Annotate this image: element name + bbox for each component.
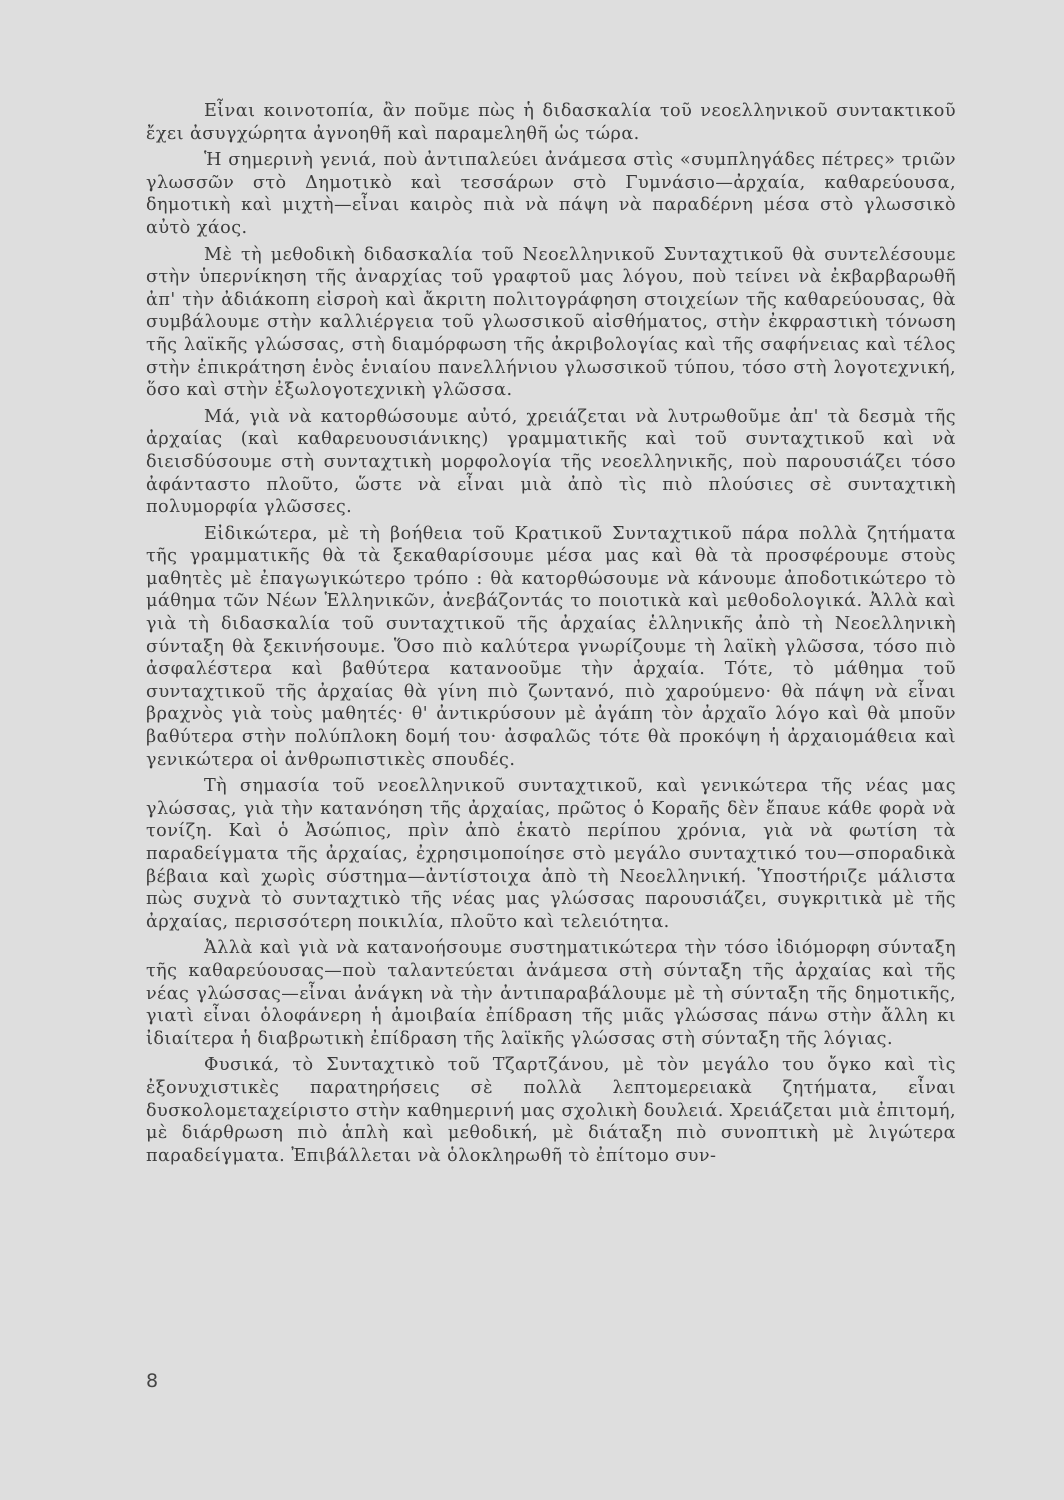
paragraph: Φυσικά, τὸ Συνταχτικὸ τοῦ Τζαρτζάνου, μὲ τὸν μεγάλο του ὄγκο καὶ τὶς ἐξονυχιστικὲς παρατηρήσεις σὲ πολλὰ λεπτομερειακὰ ζητήματα, εἶναι δυσκολομεταχείριστο στὴν καθημερινή μας σχολικὴ δουλειά. Χρειάζεται μιὰ ἐπιτομή, μὲ διάρθρωση πιὸ ἁπλὴ καὶ μεθοδική, μὲ διάταξη πιὸ συνοπτικὴ μὲ λιγώτερα παραδείγματα. Ἐπιβάλλεται νὰ ὁλοκληρωθῆ τὸ ἐπίτομο συν- [146,1055,956,1166]
body-text [146,100,956,1171]
paragraph: Εἰδικώτερα, μὲ τὴ βοήθεια τοῦ Κρατικοῦ Συνταχτικοῦ πάρα πολλὰ ζητήματα τῆς γραμματικῆς θὰ τὰ ξεκαθαρίσουμε μέσα μας καὶ θὰ τὰ προσφέρουμε στοὺς μαθητὲς μὲ ἐπαγωγικώτερο τρόπο : θὰ κατορθώσουμε νὰ κάνουμε ἀποδοτικώτερο τὸ μάθημα τῶν Νέων Ἑλληνικῶν, ἀνεβάζοντάς το ποιοτικὰ καὶ μεθοδολογικά. Ἀλλὰ καὶ γιὰ τὴ διδασκαλία τοῦ συνταχτικοῦ τῆς ἀρχαίας ἑλληνικῆς ἀπὸ τὴ Νεοελληνικὴ σύνταξη θὰ ξεκινήσουμε. Ὅσο πιὸ καλύτερα γνωρίζουμε τὴ λαϊκὴ γλῶσσα, τόσο πιὸ ἀσφαλέστερα καὶ βαθύτερα κατανοοῦμε τὴν ἀρχαία. Τότε, τὸ μάθημα τοῦ συνταχτικοῦ τῆς ἀρχαίας θὰ γίνη πιὸ ζωντανό, πιὸ χαρούμενο· θὰ πάψη νὰ εἶναι βραχνὸς γιὰ τοὺς μαθητές· θ' ἀντικρύσουν μὲ ἀγάπη τὸν ἀρχαῖο λόγο καὶ θὰ μποῦν βαθύτερα στὴν πολύπλοκη δομή του· ἀσφαλῶς τότε θὰ προκόψη ἡ ἀρχαιομάθεια καὶ γενικώτερα οἱ ἀνθρωπιστικὲς σπουδές. [146,523,956,770]
paragraph: Τὴ σημασία τοῦ νεοελληνικοῦ συνταχτικοῦ, καὶ γενικώτερα τῆς νέας μας γλώσσας, γιὰ τὴν κατανόηση τῆς ἀρχαίας, πρῶτος ὁ Κοραῆς δὲν ἔπαυε κάθε φορὰ νὰ τονίζη. Καὶ ὁ Ἀσώπιος, πρὶν ἀπὸ ἑκατὸ περίπου χρόνια, γιὰ νὰ φωτίση τὰ παραδείγματα τῆς ἀρχαίας, ἐχρησιμοποίησε στὸ μεγάλο συνταχτικό του—σποραδικὰ βέβαια καὶ χωρὶς σύστημα—ἀντίστοιχα ἀπὸ τὴ Νεοελληνική. Ὑποστήριζε μάλιστα πὼς συχνὰ τὸ συνταχτικὸ τῆς νέας μας γλώσσας παρουσιάζει, συγκριτικὰ μὲ τῆς ἀρχαίας, περισσότερη ποικιλία, πλοῦτο καὶ τελειότητα. [146,776,956,932]
paragraph: Ἡ σημερινὴ γενιά, ποὺ ἀντιπαλεύει ἀνάμεσα στὶς «συμπληγάδες πέτρες» τριῶν γλωσσῶν στὸ Δημοτικὸ καὶ τεσσάρων στὸ Γυμνάσιο—ἀρχαία, καθαρεύουσα, δημοτικὴ καὶ μιχτὴ—εἶναι καιρὸς πιὰ νὰ πάψη νὰ παραδέρνη μέσα στὸ γλωσσικὸ αὐτὸ χάος. [146,150,956,238]
paragraph: Μά, γιὰ νὰ κατορθώσουμε αὐτό, χρειάζεται νὰ λυτρωθοῦμε ἀπ' τὰ δεσμὰ τῆς ἀρχαίας (καὶ καθαρευουσιάνικης) γραμματικῆς καὶ τοῦ συνταχτικοῦ καὶ νὰ διεισδύσουμε στὴ συνταχτικὴ μορφολογία τῆς νεοελληνικῆς, ποὺ παρουσιάζει τόσο ἀφάνταστο πλοῦτο, ὥστε νὰ εἶναι μιὰ ἀπὸ τὶς πιὸ πλούσιες σὲ συνταχτικὴ πολυμορφία γλῶσσες. [146,406,956,518]
paragraph: Εἶναι κοινοτοπία, ἂν ποῦμε πὼς ἡ διδασκαλία τοῦ νεοελληνικοῦ συντακτικοῦ ἔχει ἀσυγχώρητα ἀγνοηθῆ καὶ παραμεληθῆ ὡς τώρα. [146,101,956,144]
paragraph: Μὲ τὴ μεθοδικὴ διδασκαλία τοῦ Νεοελληνικοῦ Συνταχτικοῦ θὰ συντελέσουμε στὴν ὑπερνίκηση τῆς ἀναρχίας τοῦ γραφτοῦ μας λόγου, ποὺ τείνει νὰ ἐκβαρβαρωθῆ ἀπ' τὴν ἀδιάκοπη εἰσροὴ καὶ ἄκριτη πολιτογράφηση στοιχείων τῆς καθαρεύουσας, θὰ συμβάλουμε στὴν καλλιέργεια τοῦ γλωσσικοῦ αἰσθήματος, στὴν ἐκφραστικὴ τόνωση τῆς λαϊκῆς γλώσσας, στὴ διαμόρφωση τῆς ἀκριβολογίας καὶ τῆς σαφήνειας καὶ τέλος στὴν ἐπικράτηση ἑνὸς ἑνιαίου πανελλήνιου γλωσσικοῦ τύπου, τόσο στὴ λογοτεχνική, ὅσο καὶ στὴν ἐξωλογοτεχνικὴ γλῶσσα. [146,244,956,401]
paragraph: Ἀλλὰ καὶ γιὰ νὰ κατανοήσουμε συστηματικώτερα τὴν τόσο ἰδιόμορφη σύνταξη τῆς καθαρεύουσας—ποὺ ταλαντεύεται ἀνάμεσα στὴ σύνταξη τῆς ἀρχαίας καὶ τῆς νέας γλώσσας—εἶναι ἀνάγκη νὰ τὴν ἀντιπαραβάλουμε μὲ τὴ σύνταξη τῆς δημοτικῆς, γιατὶ εἶναι ὁλοφάνερη ἡ ἀμοιβαία ἐπίδραση τῆς μιᾶς γλώσσας πάνω στὴν ἄλλη κι ἰδιαίτερα ἡ διαβρωτικὴ ἐπίδραση τῆς λαϊκῆς γλώσσας στὴ σύνταξη τῆς λόγιας. [146,938,956,1049]
page-number: 8 [146,1370,159,1392]
